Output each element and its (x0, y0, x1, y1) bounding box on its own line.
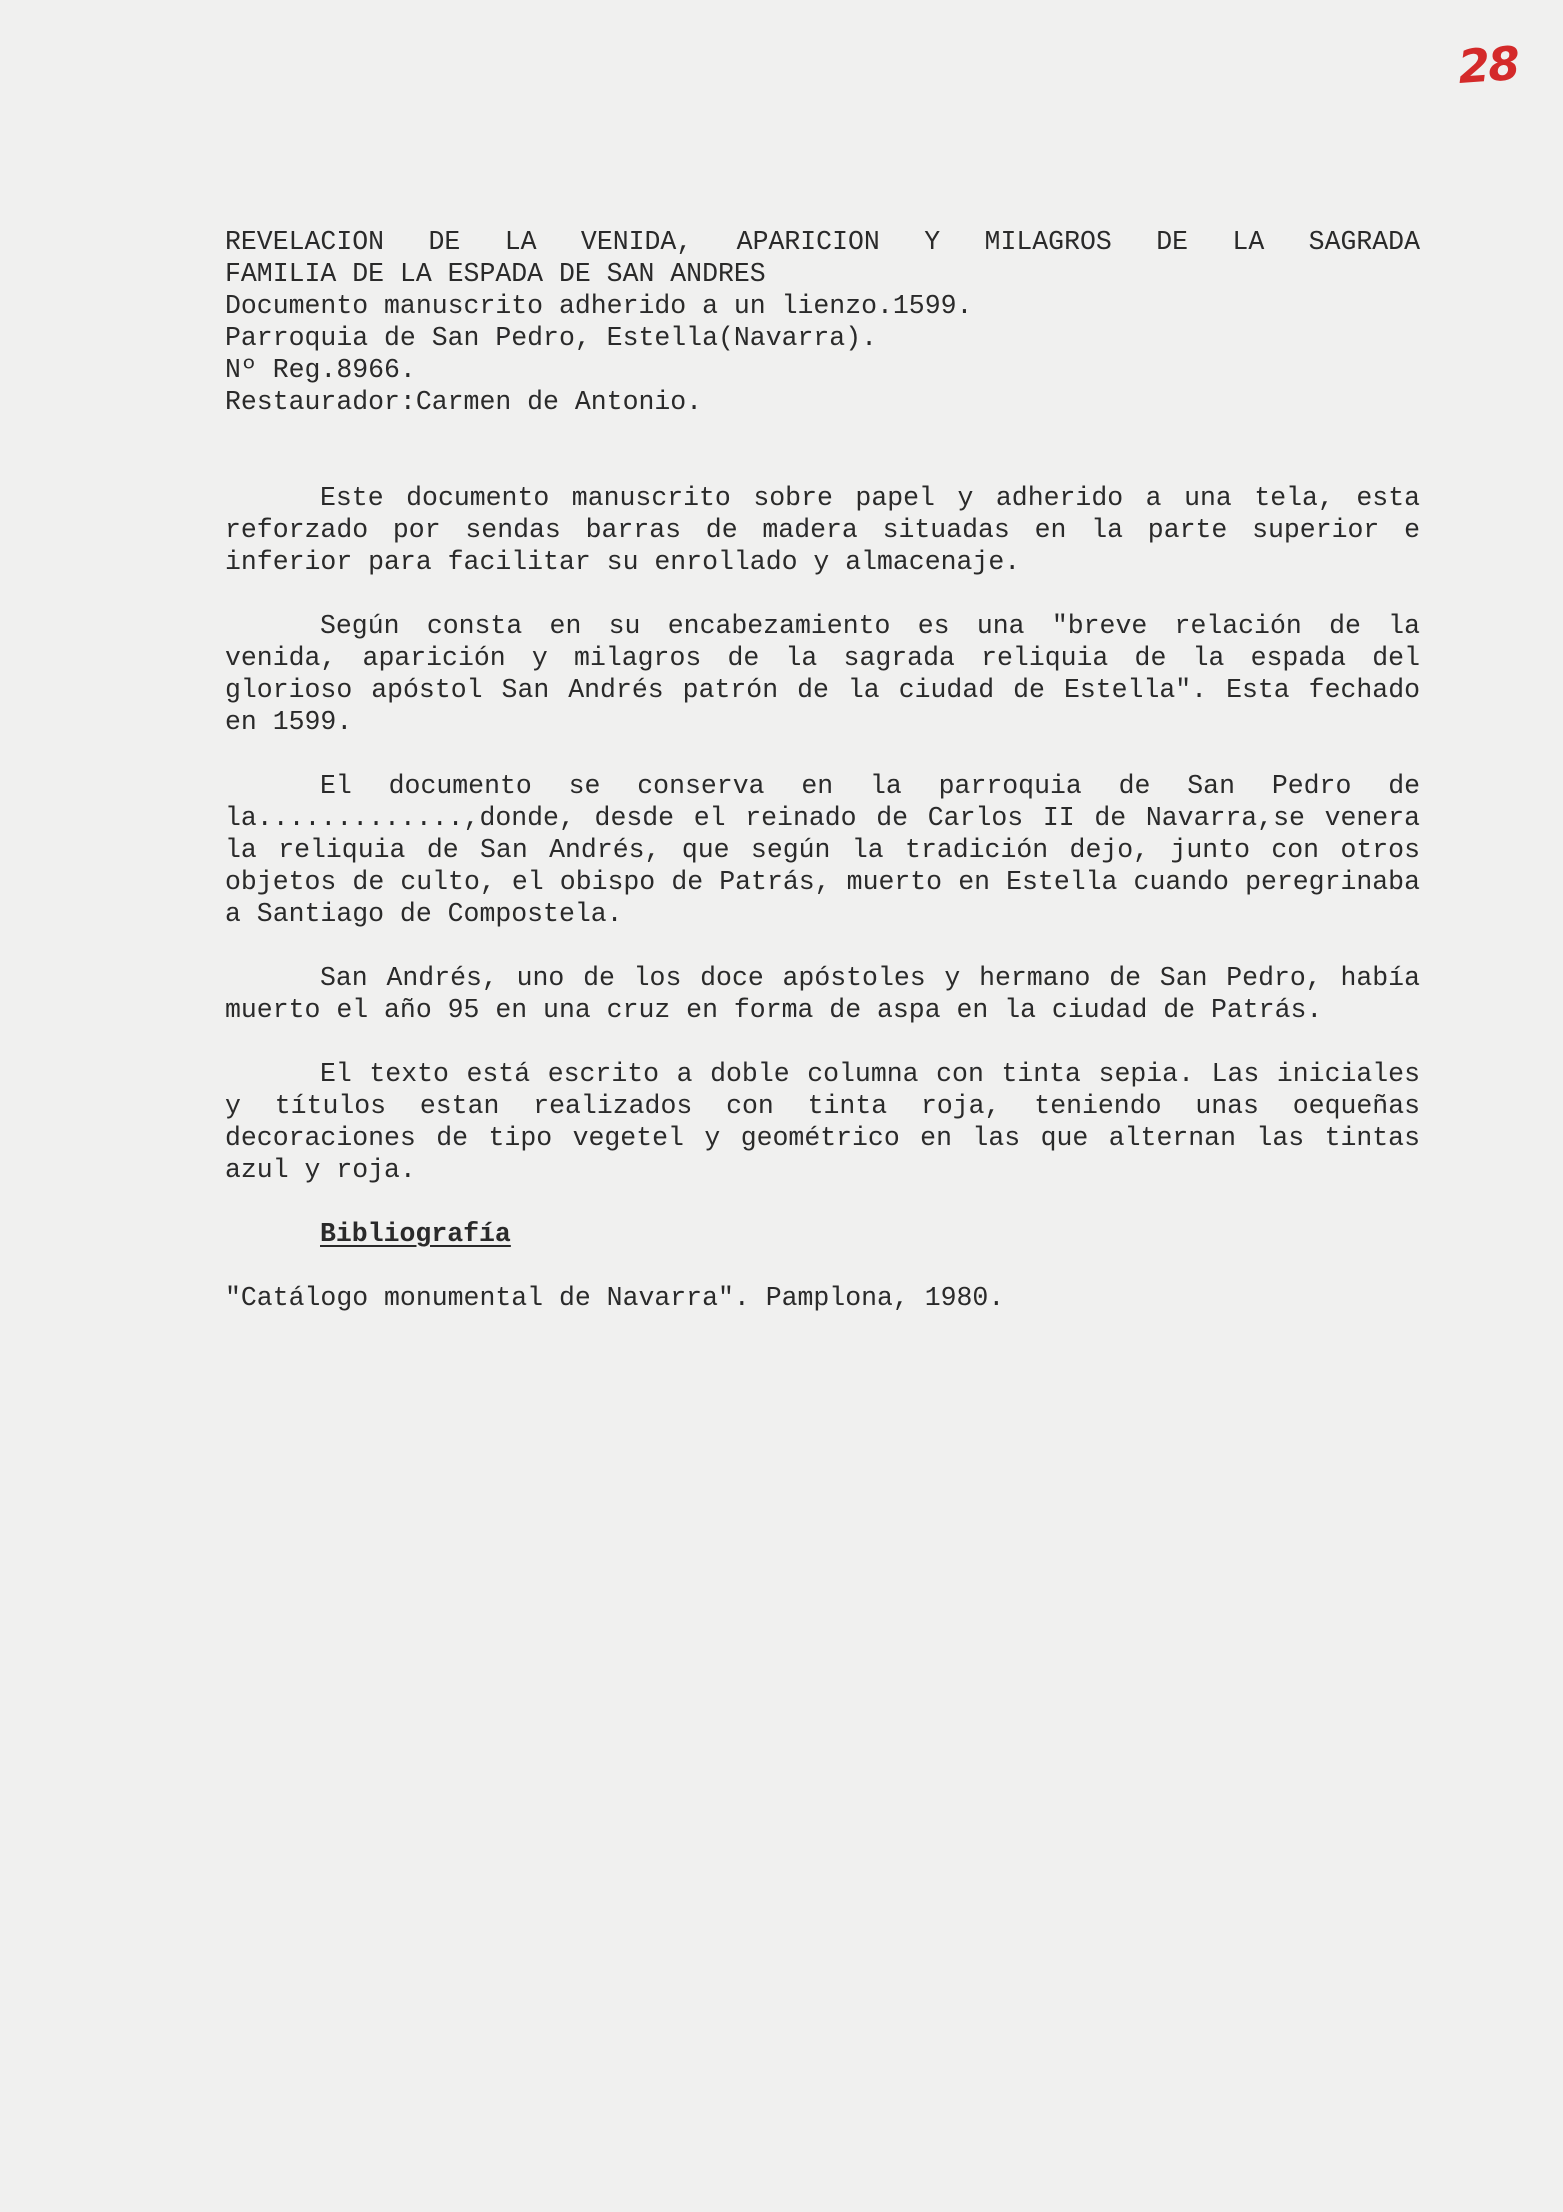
document-header (225, 226, 1420, 418)
description-line: Documento manuscrito adherido a un lienzo.1599. (225, 291, 973, 321)
document-body (225, 226, 1420, 1314)
paragraph-4: San Andrés, uno de los doce apóstoles y hermano de San Pedro, había muerto el año 95 en una cruz en forma de aspa en la ciudad de Patrás. (225, 963, 1420, 1025)
bibliography-heading: Bibliografía (320, 1219, 511, 1249)
paragraph-5: El texto está escrito a doble columna con tinta sepia. Las iniciales y títulos estan realizados con tinta roja, teniendo unas oequeñas decoraciones de tipo vegetel y geométrico en las que alternan las tintas azul y roja. (225, 1059, 1420, 1185)
title-line-1: REVELACION DE LA VENIDA, APARICION Y MILAGROS DE LA SAGRADA (225, 227, 1420, 257)
handwritten-page-number: 28 (1456, 35, 1520, 95)
location-line: Parroquia de San Pedro, Estella(Navarra). (225, 323, 878, 353)
paragraph-2: Según consta en su encabezamiento es una "breve relación de la venida, aparición y milagros de la sagrada reliquia de la espada del glorioso apóstol San Andrés patrón de la ciudad de Estella". Esta fechado en 1599. (225, 611, 1420, 737)
title-line-2: FAMILIA DE LA ESPADA DE SAN ANDRES (225, 259, 766, 289)
paragraph-1: Este documento manuscrito sobre papel y adherido a una tela, esta reforzado por sendas barras de madera situadas en la parte superior e inferior para facilitar su enrollado y almacenaje. (225, 483, 1420, 577)
paragraph-3: El documento se conserva en la parroquia de San Pedro de la.............,donde, desde el reinado de Carlos II de Navarra,se venera la reliquia de San Andrés, que según la tradición dejo, junto con otros objetos de culto, el obispo de Patrás, muerto en Estella cuando peregrinaba a Santiago de Compostela. (225, 771, 1420, 929)
bibliography-entry: "Catálogo monumental de Navarra". Pamplona, 1980. (225, 1283, 1005, 1313)
restorer-line: Restaurador:Carmen de Antonio. (225, 387, 703, 417)
registry-line: Nº Reg.8966. (225, 355, 416, 385)
